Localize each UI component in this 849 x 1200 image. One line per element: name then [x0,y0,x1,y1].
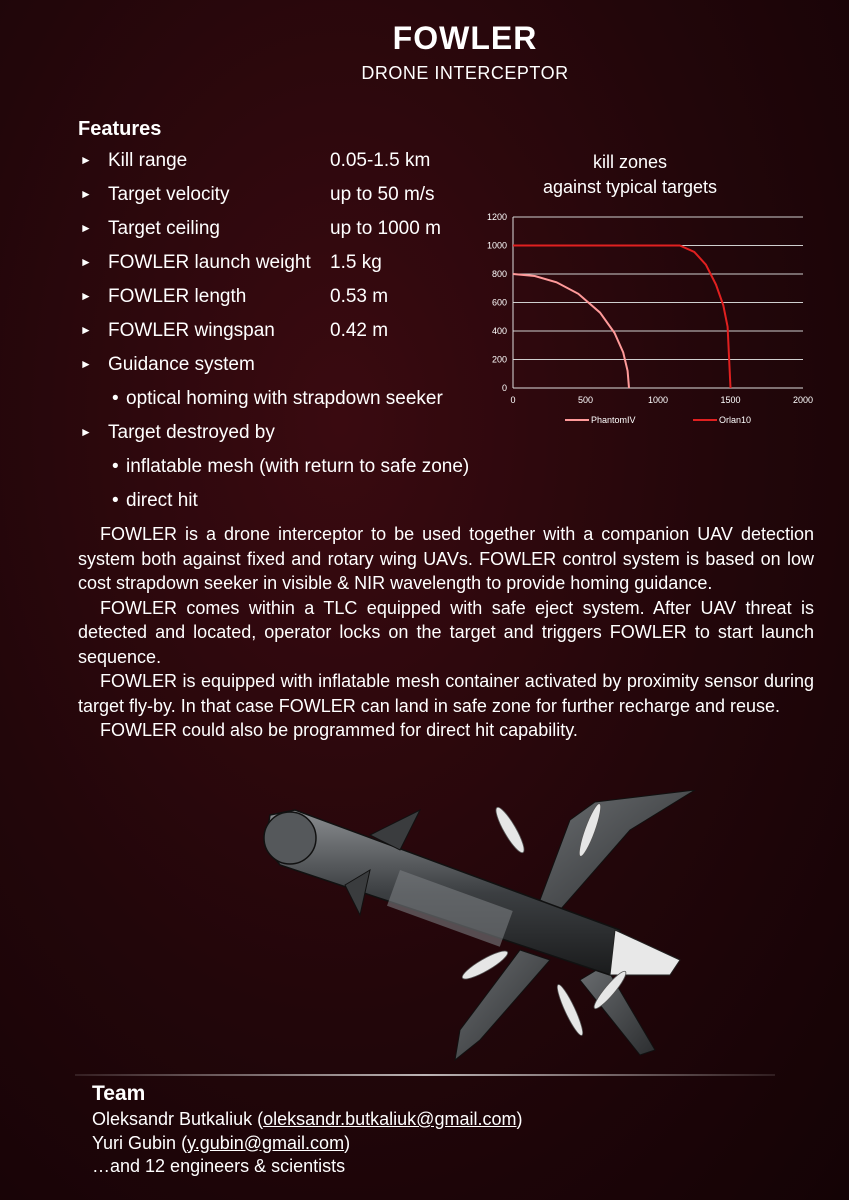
description-paragraph: FOWLER is equipped with inflatable mesh container activated by proximity sensor during target fly-by. In that case FOWLER can land in safe zone for further recharge and reuse. [78,671,814,716]
bullet-arrow-icon: ► [80,187,92,201]
kill-zone-chart [475,205,815,435]
team-member-email-link[interactable]: y.gubin@gmail.com [187,1132,345,1153]
chart-y-tick-label: 0 [501,383,507,393]
team-member-email-link[interactable]: oleksandr.butkaliuk@gmail.com [263,1109,517,1129]
chart-y-tick-label: 400 [491,326,507,336]
bullet-arrow-icon: ► [80,255,92,269]
feature-label: Target destroyed by [108,422,275,443]
feature-label: Target ceiling [108,218,220,239]
feature-label: Target velocity [108,184,230,205]
chart-title-line: against typical targets [542,177,718,197]
bullet-arrow-icon: ► [80,323,92,337]
bullet-arrow-icon: ► [80,357,92,371]
feature-sub-label: inflatable mesh (with return to safe zone) [126,456,470,477]
chart-x-tick-label: 0 [510,395,516,405]
chart-legend-label: Orlan10 [719,415,752,425]
chart-legend-label: PhantomIV [591,415,636,425]
team-member-name: Oleksandr Butkaliuk [92,1109,253,1129]
team-extra: …and 12 engineers & scientists [92,1156,346,1176]
chart-y-tick-label: 600 [491,297,507,308]
team-list [92,1108,522,1179]
description-paragraph: FOWLER comes within a TLC equipped with safe eject system. After UAV threat is detected and located, operator locks on the target and triggers FOWLER to start launch sequence. [78,597,814,667]
team-member: Yuri Gubin (y.gubin@gmail.com) [92,1132,351,1153]
feature-label: Kill range [108,150,188,171]
bullet-arrow-icon: ► [80,425,92,439]
chart-x-tick-label: 2000 [792,395,814,405]
feature-value: 0.53 m [330,286,389,307]
feature-value: up to 1000 m [330,218,441,239]
feature-value: 0.05-1.5 km [330,150,431,171]
description-paragraph: FOWLER is a drone interceptor to be used together with a companion UAV detection system both against fixed and rotary wing UAVs. FOWLER control system is based on low cost strapdown seeker in visible & NIR wavelength to provide homing guidance. [78,524,814,593]
bullet-arrow-icon: ► [80,153,92,167]
bullet-dot-icon: • [112,388,119,409]
feature-value: 1.5 kg [330,252,382,273]
team-member: Oleksandr Butkaliuk (oleksandr.butkaliuk@gmail.com) [92,1109,523,1129]
chart-title-line: kill zones [592,152,668,172]
bullet-arrow-icon: ► [80,221,92,235]
feature-label: Guidance system [108,354,255,375]
chart-x-tick-label: 1500 [720,395,741,405]
bullet-dot-icon: • [112,456,119,477]
description-paragraph: FOWLER could also be programmed for direct hit capability. [100,720,578,740]
team-divider [75,1074,775,1076]
chart-y-tick-label: 200 [491,354,507,365]
chart-series-line-orlan10 [513,246,731,389]
page-title: FOWLER [392,20,538,56]
feature-label: FOWLER length [108,286,247,307]
chart-y-tick-label: 1000 [486,240,507,251]
features-heading: Features [78,118,162,140]
feature-value: up to 50 m/s [330,184,435,205]
feature-label: FOWLER wingspan [108,320,275,341]
team-member-name: Yuri Gubin [92,1132,177,1153]
feature-value: 0.42 m [330,320,389,341]
bullet-arrow-icon: ► [80,289,92,303]
page-subtitle: DRONE INTERCEPTOR [361,63,569,83]
bullet-dot-icon: • [112,490,119,511]
feature-sub-label: optical homing with strapdown seeker [126,388,443,409]
chart-y-tick-label: 1200 [486,212,507,222]
chart-x-tick-label: 1000 [647,395,669,405]
feature-label: FOWLER launch weight [108,252,311,273]
chart-x-tick-label: 500 [577,395,594,405]
chart-y-tick-label: 800 [491,269,507,279]
feature-sub-label: direct hit [126,490,198,511]
team-heading: Team [92,1082,146,1105]
chart-title [480,150,780,200]
drone-illustration [250,790,700,1070]
description [78,522,814,743]
